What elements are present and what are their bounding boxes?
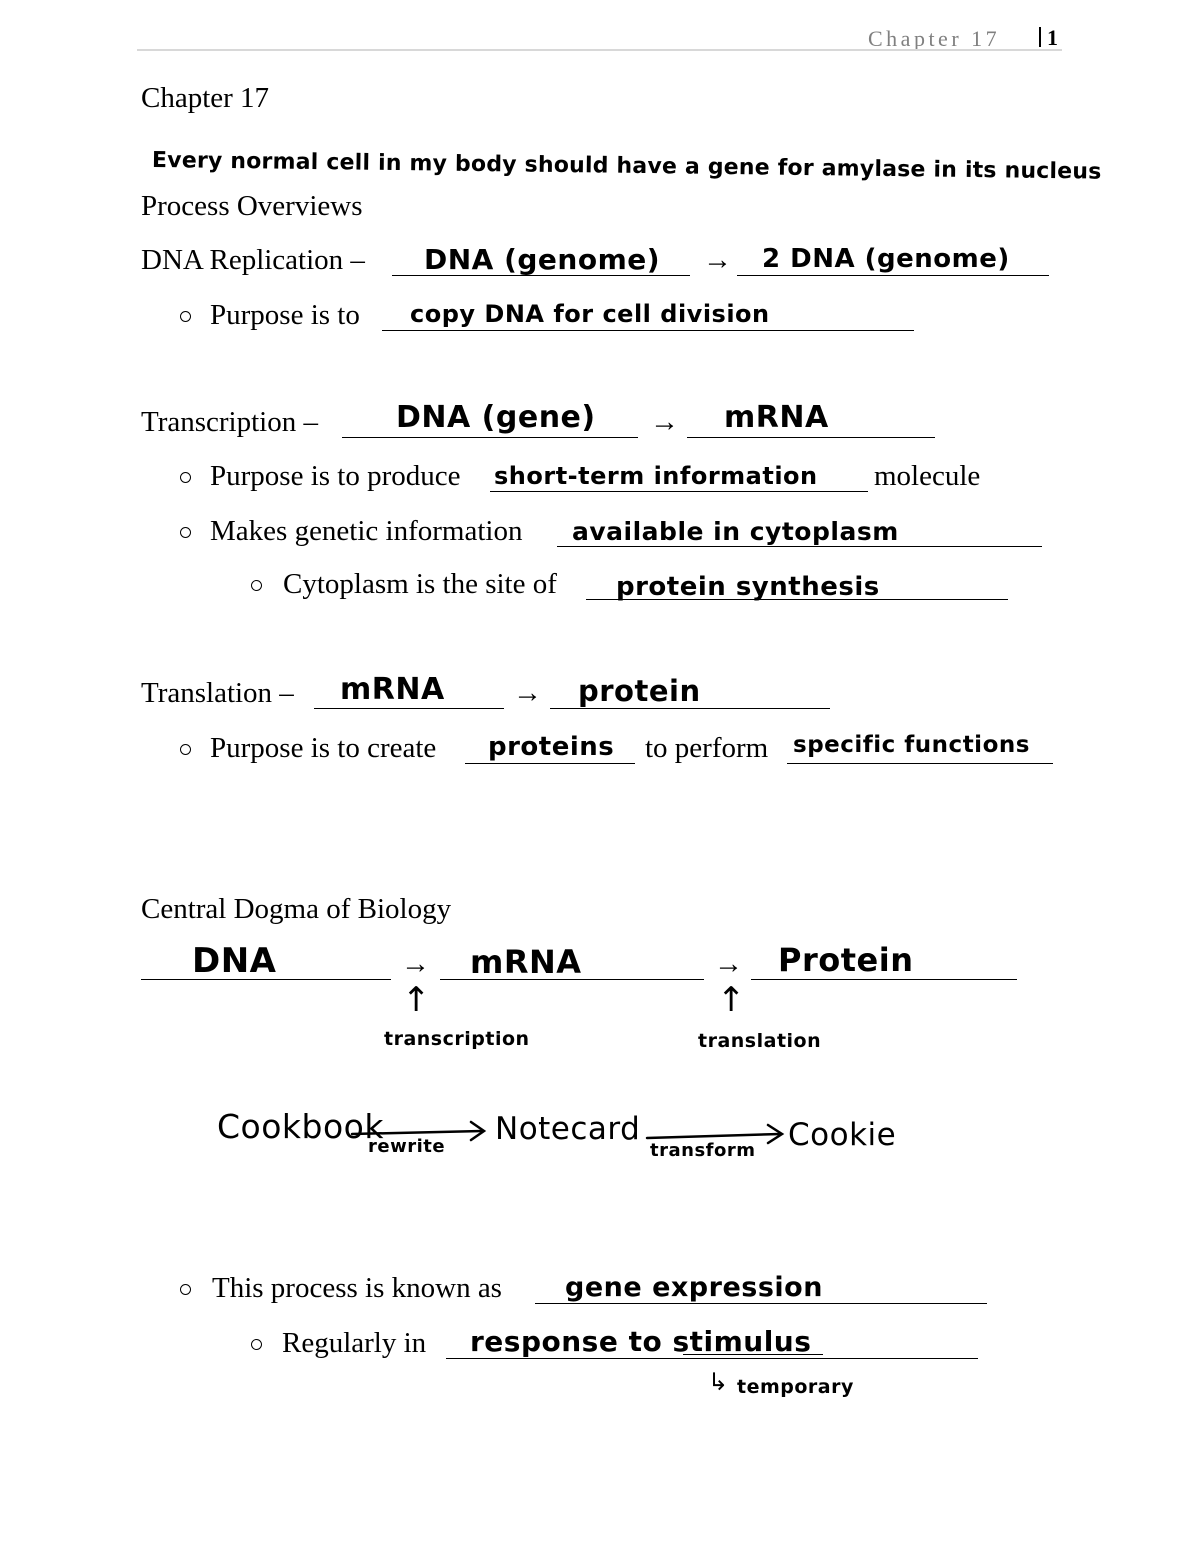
- section-heading-overviews: Process Overviews: [141, 190, 363, 222]
- analogy-verb-transform: transform: [650, 1140, 756, 1161]
- right-arrow-icon: [647, 1125, 782, 1143]
- dogma-step-2: mRNA: [470, 943, 582, 981]
- dna-replication-input: DNA (genome): [424, 243, 661, 276]
- transcription-makes-answer: available in cytoplasm: [572, 517, 899, 546]
- translation-purpose-answer-1: proteins: [488, 732, 615, 762]
- transcription-input: DNA (gene): [396, 400, 596, 435]
- dna-replication-purpose-prefix: Purpose is to: [210, 299, 360, 331]
- translation-purpose-answer-2: specific functions: [793, 732, 1030, 758]
- analogy-item-notecard: Notecard: [495, 1111, 641, 1147]
- running-head: Chapter 17: [868, 26, 1001, 51]
- up-arrow-icon: ↑: [402, 980, 431, 1020]
- dna-replication-output: 2 DNA (genome): [762, 244, 1010, 274]
- dogma-arrow-2: →: [714, 948, 743, 980]
- page-title: Chapter 17: [141, 82, 270, 114]
- transcription-purpose-answer: short-term information: [494, 462, 818, 490]
- transcription-purpose-suffix: molecule: [874, 460, 981, 492]
- transcription-purpose-prefix: Purpose is to produce: [210, 460, 461, 492]
- analogy-item-cookie: Cookie: [788, 1117, 897, 1153]
- dogma-step-1: DNA: [192, 941, 277, 981]
- dna-replication-purpose-answer: copy DNA for cell division: [410, 300, 770, 328]
- gene-expression-regularly-answer: response to stimulus: [470, 1325, 812, 1358]
- side-note-arrow-icon: ↳: [708, 1368, 729, 1396]
- translation-output: protein: [578, 674, 701, 708]
- bullet-icon: [251, 1339, 262, 1350]
- gene-expression-regularly-prefix: Regularly in: [282, 1327, 427, 1359]
- translation-input: mRNA: [340, 672, 445, 707]
- dogma-step-3: Protein: [778, 941, 914, 979]
- stimulus-underline: [683, 1354, 823, 1355]
- dogma-arrow-1: →: [401, 948, 430, 980]
- translation-purpose-middle: to perform: [645, 732, 769, 764]
- translation-purpose-prefix: Purpose is to create: [210, 732, 437, 764]
- transcription-makes-prefix: Makes genetic information: [210, 515, 523, 547]
- analogy-verb-rewrite: rewrite: [368, 1136, 446, 1157]
- bullet-icon: [180, 1284, 191, 1295]
- transcription-site-answer: protein synthesis: [616, 572, 880, 602]
- transcription-site-prefix: Cytoplasm is the site of: [283, 568, 557, 600]
- translation-arrow: →: [513, 677, 542, 709]
- analogy-item-cookbook: Cookbook: [217, 1107, 384, 1146]
- dogma-label-transcription: transcription: [384, 1028, 530, 1050]
- transcription-output: mRNA: [724, 400, 829, 435]
- handwritten-note: Every normal cell in my body should have a gene for amylase in its nucleus: [151, 148, 1102, 185]
- dna-replication-label: DNA Replication –: [141, 244, 365, 276]
- gene-expression-known-answer: gene expression: [565, 1272, 823, 1303]
- up-arrow-icon: ↑: [717, 980, 746, 1020]
- right-arrow-icon: [352, 1122, 484, 1140]
- transcription-arrow: →: [650, 406, 679, 438]
- section-heading-central-dogma: Central Dogma of Biology: [141, 893, 452, 925]
- gene-expression-side-note: temporary: [737, 1376, 854, 1398]
- dna-replication-arrow: →: [703, 244, 732, 276]
- gene-expression-regularly-blank: [446, 1358, 978, 1359]
- gene-expression-known-blank: [535, 1303, 987, 1304]
- transcription-label: Transcription –: [141, 406, 318, 438]
- translation-label: Translation –: [141, 677, 294, 709]
- gene-expression-known-prefix: This process is known as: [212, 1272, 502, 1304]
- page-number: 1: [1047, 25, 1058, 50]
- dogma-label-translation: translation: [698, 1030, 822, 1052]
